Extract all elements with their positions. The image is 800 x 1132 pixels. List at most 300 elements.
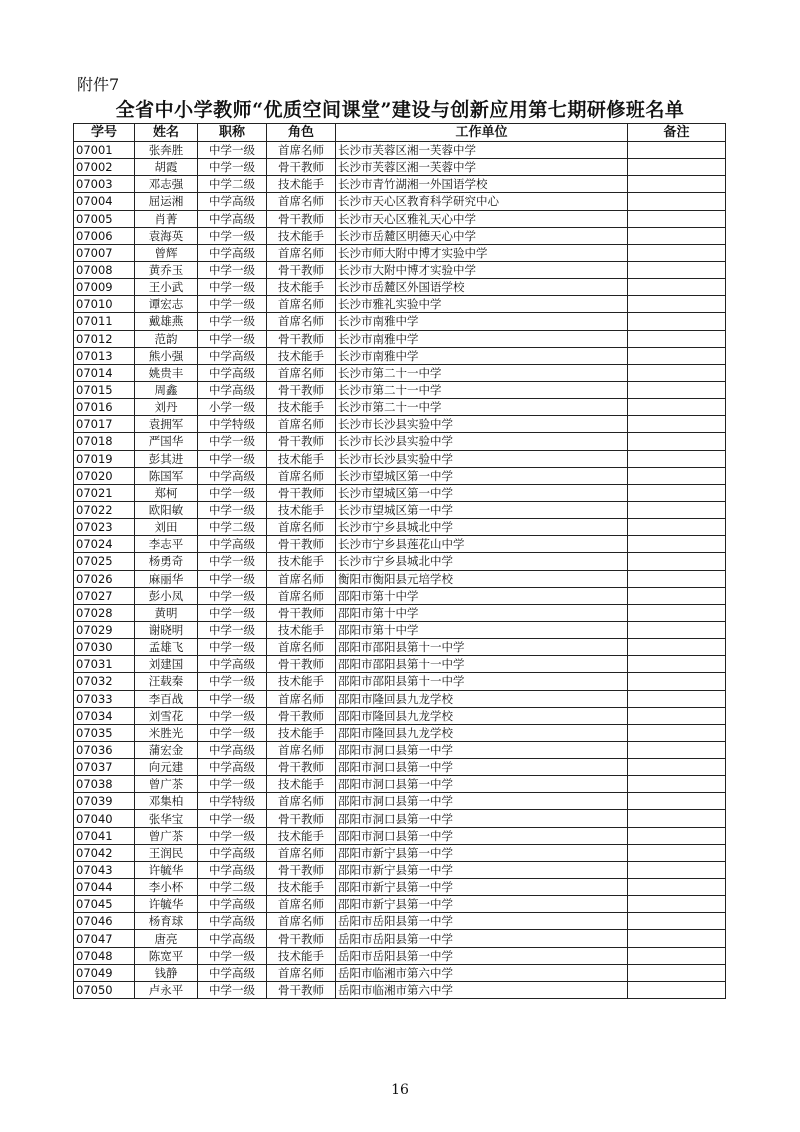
cell-student-id: 07003	[74, 176, 135, 193]
table-row	[74, 296, 726, 313]
cell-work-unit: 长沙市长沙县实验中学	[336, 433, 628, 450]
cell-name: 李百战	[135, 690, 198, 707]
cell-role: 技术能手	[267, 673, 336, 690]
cell-role: 首席名师	[267, 793, 336, 810]
cell-work-unit: 岳阳市岳阳县第一中学	[336, 930, 628, 947]
cell-name: 刘建国	[135, 656, 198, 673]
cell-role: 首席名师	[267, 296, 336, 313]
cell-name: 杨勇奇	[135, 553, 198, 570]
table-row	[74, 347, 726, 364]
cell-role: 技术能手	[267, 501, 336, 518]
cell-name: 邓志强	[135, 176, 198, 193]
cell-student-id: 07048	[74, 947, 135, 964]
cell-work-unit: 岳阳市临湘市第六中学	[336, 981, 628, 998]
cell-remarks	[628, 570, 726, 587]
cell-name: 张华宝	[135, 810, 198, 827]
cell-name: 郑柯	[135, 484, 198, 501]
cell-remarks	[628, 673, 726, 690]
cell-name: 谢晓明	[135, 621, 198, 638]
table-row	[74, 553, 726, 570]
roster-table	[73, 123, 726, 999]
table-row	[74, 261, 726, 278]
cell-work-unit: 长沙市第二十一中学	[336, 364, 628, 381]
cell-student-id: 07015	[74, 381, 135, 398]
table-row	[74, 450, 726, 467]
cell-role: 骨干教师	[267, 484, 336, 501]
cell-remarks	[628, 690, 726, 707]
cell-role: 首席名师	[267, 741, 336, 758]
cell-work-unit: 长沙市宁乡县城北中学	[336, 519, 628, 536]
cell-student-id: 07011	[74, 313, 135, 330]
cell-remarks	[628, 639, 726, 656]
cell-role: 首席名师	[267, 964, 336, 981]
cell-role: 技术能手	[267, 947, 336, 964]
cell-name: 屈运湘	[135, 193, 198, 210]
cell-student-id: 07031	[74, 656, 135, 673]
cell-title: 中学高级	[198, 364, 267, 381]
cell-work-unit: 岳阳市岳阳县第一中学	[336, 913, 628, 930]
cell-title: 中学高级	[198, 347, 267, 364]
cell-work-unit: 邵阳市隆回县九龙学校	[336, 707, 628, 724]
cell-student-id: 07038	[74, 776, 135, 793]
cell-name: 卢永平	[135, 981, 198, 998]
cell-title: 中学一级	[198, 570, 267, 587]
cell-title: 中学高级	[198, 210, 267, 227]
table-row	[74, 793, 726, 810]
cell-work-unit: 长沙市长沙县实验中学	[336, 450, 628, 467]
cell-student-id: 07045	[74, 896, 135, 913]
cell-role: 首席名师	[267, 570, 336, 587]
table-row	[74, 604, 726, 621]
cell-role: 骨干教师	[267, 381, 336, 398]
cell-remarks	[628, 399, 726, 416]
cell-work-unit: 邵阳市洞口县第一中学	[336, 827, 628, 844]
cell-role: 骨干教师	[267, 159, 336, 176]
cell-work-unit: 长沙市师大附中博才实验中学	[336, 244, 628, 261]
cell-role: 首席名师	[267, 364, 336, 381]
table-row	[74, 313, 726, 330]
cell-title: 中学一级	[198, 707, 267, 724]
table-row	[74, 467, 726, 484]
table-row	[74, 330, 726, 347]
cell-student-id: 07001	[74, 142, 135, 159]
cell-work-unit: 长沙市岳麓区外国语学校	[336, 279, 628, 296]
cell-work-unit: 长沙市宁乡县城北中学	[336, 553, 628, 570]
cell-student-id: 07035	[74, 724, 135, 741]
cell-remarks	[628, 484, 726, 501]
cell-work-unit: 邵阳市新宁县第一中学	[336, 844, 628, 861]
cell-role: 首席名师	[267, 587, 336, 604]
cell-role: 骨干教师	[267, 981, 336, 998]
cell-title: 中学高级	[198, 896, 267, 913]
cell-work-unit: 长沙市天心区教育科学研究中心	[336, 193, 628, 210]
cell-title: 中学高级	[198, 964, 267, 981]
cell-title: 中学高级	[198, 844, 267, 861]
cell-title: 中学一级	[198, 673, 267, 690]
table-row	[74, 879, 726, 896]
cell-remarks	[628, 467, 726, 484]
cell-role: 技术能手	[267, 347, 336, 364]
table-row	[74, 827, 726, 844]
cell-student-id: 07044	[74, 879, 135, 896]
cell-work-unit: 长沙市第二十一中学	[336, 399, 628, 416]
cell-remarks	[628, 450, 726, 467]
cell-role: 技术能手	[267, 553, 336, 570]
cell-title: 中学一级	[198, 313, 267, 330]
cell-student-id: 07032	[74, 673, 135, 690]
cell-student-id: 07029	[74, 621, 135, 638]
cell-student-id: 07025	[74, 553, 135, 570]
cell-remarks	[628, 416, 726, 433]
table-row	[74, 570, 726, 587]
cell-title: 中学一级	[198, 947, 267, 964]
cell-role: 骨干教师	[267, 707, 336, 724]
cell-remarks	[628, 347, 726, 364]
cell-remarks	[628, 142, 726, 159]
cell-name: 麻丽华	[135, 570, 198, 587]
cell-remarks	[628, 930, 726, 947]
cell-role: 骨干教师	[267, 604, 336, 621]
cell-title: 中学一级	[198, 296, 267, 313]
cell-student-id: 07050	[74, 981, 135, 998]
cell-role: 骨干教师	[267, 210, 336, 227]
table-row	[74, 896, 726, 913]
table-row	[74, 501, 726, 518]
cell-title: 中学高级	[198, 759, 267, 776]
cell-work-unit: 长沙市南雅中学	[336, 313, 628, 330]
cell-title: 中学一级	[198, 690, 267, 707]
cell-student-id: 07041	[74, 827, 135, 844]
cell-student-id: 07012	[74, 330, 135, 347]
cell-student-id: 07004	[74, 193, 135, 210]
cell-role: 首席名师	[267, 690, 336, 707]
table-row	[74, 227, 726, 244]
cell-title: 中学高级	[198, 244, 267, 261]
cell-student-id: 07016	[74, 399, 135, 416]
cell-role: 骨干教师	[267, 656, 336, 673]
cell-title: 中学高级	[198, 861, 267, 878]
table-row	[74, 690, 726, 707]
cell-title: 中学二级	[198, 519, 267, 536]
cell-title: 中学一级	[198, 776, 267, 793]
table-row	[74, 656, 726, 673]
cell-role: 骨干教师	[267, 330, 336, 347]
cell-remarks	[628, 913, 726, 930]
cell-student-id: 07007	[74, 244, 135, 261]
cell-name: 许毓华	[135, 896, 198, 913]
cell-title: 中学高级	[198, 536, 267, 553]
cell-title: 中学一级	[198, 330, 267, 347]
cell-name: 杨育球	[135, 913, 198, 930]
cell-work-unit: 邵阳市邵阳县第十一中学	[336, 656, 628, 673]
cell-remarks	[628, 330, 726, 347]
cell-title: 中学一级	[198, 261, 267, 278]
table-row	[74, 776, 726, 793]
cell-work-unit: 长沙市大附中博才实验中学	[336, 261, 628, 278]
table-row	[74, 399, 726, 416]
cell-student-id: 07018	[74, 433, 135, 450]
cell-title: 中学一级	[198, 639, 267, 656]
cell-name: 刘雪花	[135, 707, 198, 724]
cell-remarks	[628, 707, 726, 724]
cell-name: 王小武	[135, 279, 198, 296]
cell-student-id: 07040	[74, 810, 135, 827]
table-row	[74, 947, 726, 964]
cell-name: 刘丹	[135, 399, 198, 416]
table-row	[74, 519, 726, 536]
cell-work-unit: 邵阳市邵阳县第十一中学	[336, 639, 628, 656]
cell-name: 严国华	[135, 433, 198, 450]
cell-title: 中学一级	[198, 227, 267, 244]
cell-title: 中学二级	[198, 176, 267, 193]
cell-title: 中学特级	[198, 416, 267, 433]
table-row	[74, 210, 726, 227]
cell-role: 技术能手	[267, 776, 336, 793]
cell-student-id: 07020	[74, 467, 135, 484]
cell-student-id: 07030	[74, 639, 135, 656]
cell-work-unit: 长沙市天心区雅礼天心中学	[336, 210, 628, 227]
table-body	[74, 142, 726, 999]
table-row	[74, 930, 726, 947]
cell-name: 彭小凤	[135, 587, 198, 604]
cell-title: 中学一级	[198, 142, 267, 159]
cell-role: 骨干教师	[267, 930, 336, 947]
cell-title: 中学特级	[198, 793, 267, 810]
cell-role: 首席名师	[267, 467, 336, 484]
cell-name: 米胜光	[135, 724, 198, 741]
cell-remarks	[628, 621, 726, 638]
cell-role: 骨干教师	[267, 261, 336, 278]
cell-student-id: 07042	[74, 844, 135, 861]
header-title: 职称	[198, 124, 267, 142]
cell-name: 陈宽平	[135, 947, 198, 964]
cell-remarks	[628, 244, 726, 261]
cell-work-unit: 邵阳市洞口县第一中学	[336, 793, 628, 810]
cell-student-id: 07010	[74, 296, 135, 313]
cell-work-unit: 长沙市宁乡县莲花山中学	[336, 536, 628, 553]
cell-remarks	[628, 176, 726, 193]
cell-work-unit: 邵阳市邵阳县第十一中学	[336, 673, 628, 690]
cell-remarks	[628, 364, 726, 381]
table-row	[74, 433, 726, 450]
cell-title: 中学一级	[198, 433, 267, 450]
cell-title: 中学一级	[198, 724, 267, 741]
table-row	[74, 861, 726, 878]
cell-name: 邓集柏	[135, 793, 198, 810]
cell-role: 首席名师	[267, 416, 336, 433]
table-row	[74, 759, 726, 776]
cell-name: 范韵	[135, 330, 198, 347]
cell-title: 中学二级	[198, 879, 267, 896]
cell-name: 周鑫	[135, 381, 198, 398]
cell-title: 中学一级	[198, 450, 267, 467]
cell-student-id: 07023	[74, 519, 135, 536]
cell-name: 唐亮	[135, 930, 198, 947]
cell-role: 骨干教师	[267, 433, 336, 450]
table-row	[74, 621, 726, 638]
cell-work-unit: 邵阳市隆回县九龙学校	[336, 690, 628, 707]
table-row	[74, 484, 726, 501]
cell-title: 中学高级	[198, 930, 267, 947]
cell-work-unit: 长沙市望城区第一中学	[336, 467, 628, 484]
cell-work-unit: 衡阳市衡阳县元培学校	[336, 570, 628, 587]
cell-remarks	[628, 741, 726, 758]
cell-title: 中学一级	[198, 827, 267, 844]
cell-role: 首席名师	[267, 244, 336, 261]
cell-work-unit: 长沙市南雅中学	[336, 347, 628, 364]
cell-remarks	[628, 981, 726, 998]
cell-remarks	[628, 861, 726, 878]
cell-student-id: 07033	[74, 690, 135, 707]
cell-remarks	[628, 433, 726, 450]
cell-name: 黄乔玉	[135, 261, 198, 278]
cell-remarks	[628, 279, 726, 296]
cell-work-unit: 长沙市望城区第一中学	[336, 501, 628, 518]
cell-name: 彭其进	[135, 450, 198, 467]
cell-student-id: 07019	[74, 450, 135, 467]
table-header-row	[74, 124, 726, 142]
cell-student-id: 07034	[74, 707, 135, 724]
cell-role: 首席名师	[267, 519, 336, 536]
cell-remarks	[628, 536, 726, 553]
cell-remarks	[628, 793, 726, 810]
table-row	[74, 673, 726, 690]
cell-remarks	[628, 261, 726, 278]
cell-role: 首席名师	[267, 313, 336, 330]
cell-name: 张奔胜	[135, 142, 198, 159]
cell-work-unit: 邵阳市新宁县第一中学	[336, 879, 628, 896]
cell-name: 蒲宏金	[135, 741, 198, 758]
cell-role: 首席名师	[267, 896, 336, 913]
header-student-id: 学号	[74, 124, 135, 142]
table-row	[74, 159, 726, 176]
table-row	[74, 844, 726, 861]
cell-student-id: 07006	[74, 227, 135, 244]
cell-work-unit: 长沙市岳麓区明德天心中学	[336, 227, 628, 244]
table-row	[74, 536, 726, 553]
cell-work-unit: 邵阳市第十中学	[336, 604, 628, 621]
cell-student-id: 07009	[74, 279, 135, 296]
cell-role: 技术能手	[267, 621, 336, 638]
table-row	[74, 364, 726, 381]
cell-student-id: 07026	[74, 570, 135, 587]
cell-title: 小学一级	[198, 399, 267, 416]
cell-role: 技术能手	[267, 227, 336, 244]
cell-role: 首席名师	[267, 844, 336, 861]
cell-name: 熊小强	[135, 347, 198, 364]
cell-student-id: 07024	[74, 536, 135, 553]
header-role: 角色	[267, 124, 336, 142]
cell-role: 骨干教师	[267, 536, 336, 553]
table-row	[74, 964, 726, 981]
cell-name: 钱静	[135, 964, 198, 981]
cell-title: 中学一级	[198, 810, 267, 827]
table-row	[74, 381, 726, 398]
cell-student-id: 07013	[74, 347, 135, 364]
table-row	[74, 913, 726, 930]
cell-name: 袁海英	[135, 227, 198, 244]
attachment-label: 附件7	[77, 75, 120, 94]
cell-title: 中学高级	[198, 381, 267, 398]
table-row	[74, 142, 726, 159]
cell-remarks	[628, 844, 726, 861]
cell-student-id: 07047	[74, 930, 135, 947]
cell-remarks	[628, 313, 726, 330]
cell-title: 中学一级	[198, 621, 267, 638]
cell-work-unit: 长沙市第二十一中学	[336, 381, 628, 398]
cell-title: 中学一级	[198, 981, 267, 998]
cell-title: 中学高级	[198, 467, 267, 484]
cell-name: 刘田	[135, 519, 198, 536]
cell-name: 向元建	[135, 759, 198, 776]
cell-name: 袁拥军	[135, 416, 198, 433]
cell-remarks	[628, 193, 726, 210]
cell-work-unit: 邵阳市新宁县第一中学	[336, 861, 628, 878]
cell-remarks	[628, 553, 726, 570]
cell-remarks	[628, 381, 726, 398]
cell-student-id: 07002	[74, 159, 135, 176]
cell-work-unit: 岳阳市临湘市第六中学	[336, 964, 628, 981]
cell-remarks	[628, 964, 726, 981]
cell-name: 胡霞	[135, 159, 198, 176]
cell-role: 首席名师	[267, 193, 336, 210]
cell-name: 汪载秦	[135, 673, 198, 690]
cell-remarks	[628, 587, 726, 604]
cell-work-unit: 长沙市望城区第一中学	[336, 484, 628, 501]
page-number: 16	[391, 1082, 409, 1098]
cell-remarks	[628, 810, 726, 827]
cell-student-id: 07022	[74, 501, 135, 518]
cell-remarks	[628, 501, 726, 518]
table-row	[74, 724, 726, 741]
cell-title: 中学一级	[198, 501, 267, 518]
cell-work-unit: 岳阳市岳阳县第一中学	[336, 947, 628, 964]
cell-remarks	[628, 827, 726, 844]
cell-title: 中学高级	[198, 741, 267, 758]
cell-name: 谭宏志	[135, 296, 198, 313]
cell-work-unit: 长沙市南雅中学	[336, 330, 628, 347]
document-title: 全省中小学教师“优质空间课堂”建设与创新应用第七期研修班名单	[115, 99, 685, 121]
table-row	[74, 639, 726, 656]
cell-work-unit: 邵阳市隆回县九龙学校	[336, 724, 628, 741]
cell-student-id: 07049	[74, 964, 135, 981]
header-remarks: 备注	[628, 124, 726, 142]
cell-name: 王润民	[135, 844, 198, 861]
cell-student-id: 07017	[74, 416, 135, 433]
cell-remarks	[628, 759, 726, 776]
cell-name: 曾辉	[135, 244, 198, 261]
cell-remarks	[628, 519, 726, 536]
cell-role: 首席名师	[267, 639, 336, 656]
cell-remarks	[628, 159, 726, 176]
cell-name: 孟雄飞	[135, 639, 198, 656]
table-row	[74, 981, 726, 998]
cell-work-unit: 邵阳市洞口县第一中学	[336, 759, 628, 776]
cell-student-id: 07021	[74, 484, 135, 501]
table-row	[74, 193, 726, 210]
cell-name: 肖菁	[135, 210, 198, 227]
cell-title: 中学一级	[198, 553, 267, 570]
cell-student-id: 07039	[74, 793, 135, 810]
cell-student-id: 07043	[74, 861, 135, 878]
cell-remarks	[628, 776, 726, 793]
cell-remarks	[628, 604, 726, 621]
cell-student-id: 07027	[74, 587, 135, 604]
cell-role: 骨干教师	[267, 810, 336, 827]
cell-name: 姚贵丰	[135, 364, 198, 381]
cell-work-unit: 长沙市芙蓉区湘一芙蓉中学	[336, 142, 628, 159]
cell-work-unit: 长沙市芙蓉区湘一芙蓉中学	[336, 159, 628, 176]
